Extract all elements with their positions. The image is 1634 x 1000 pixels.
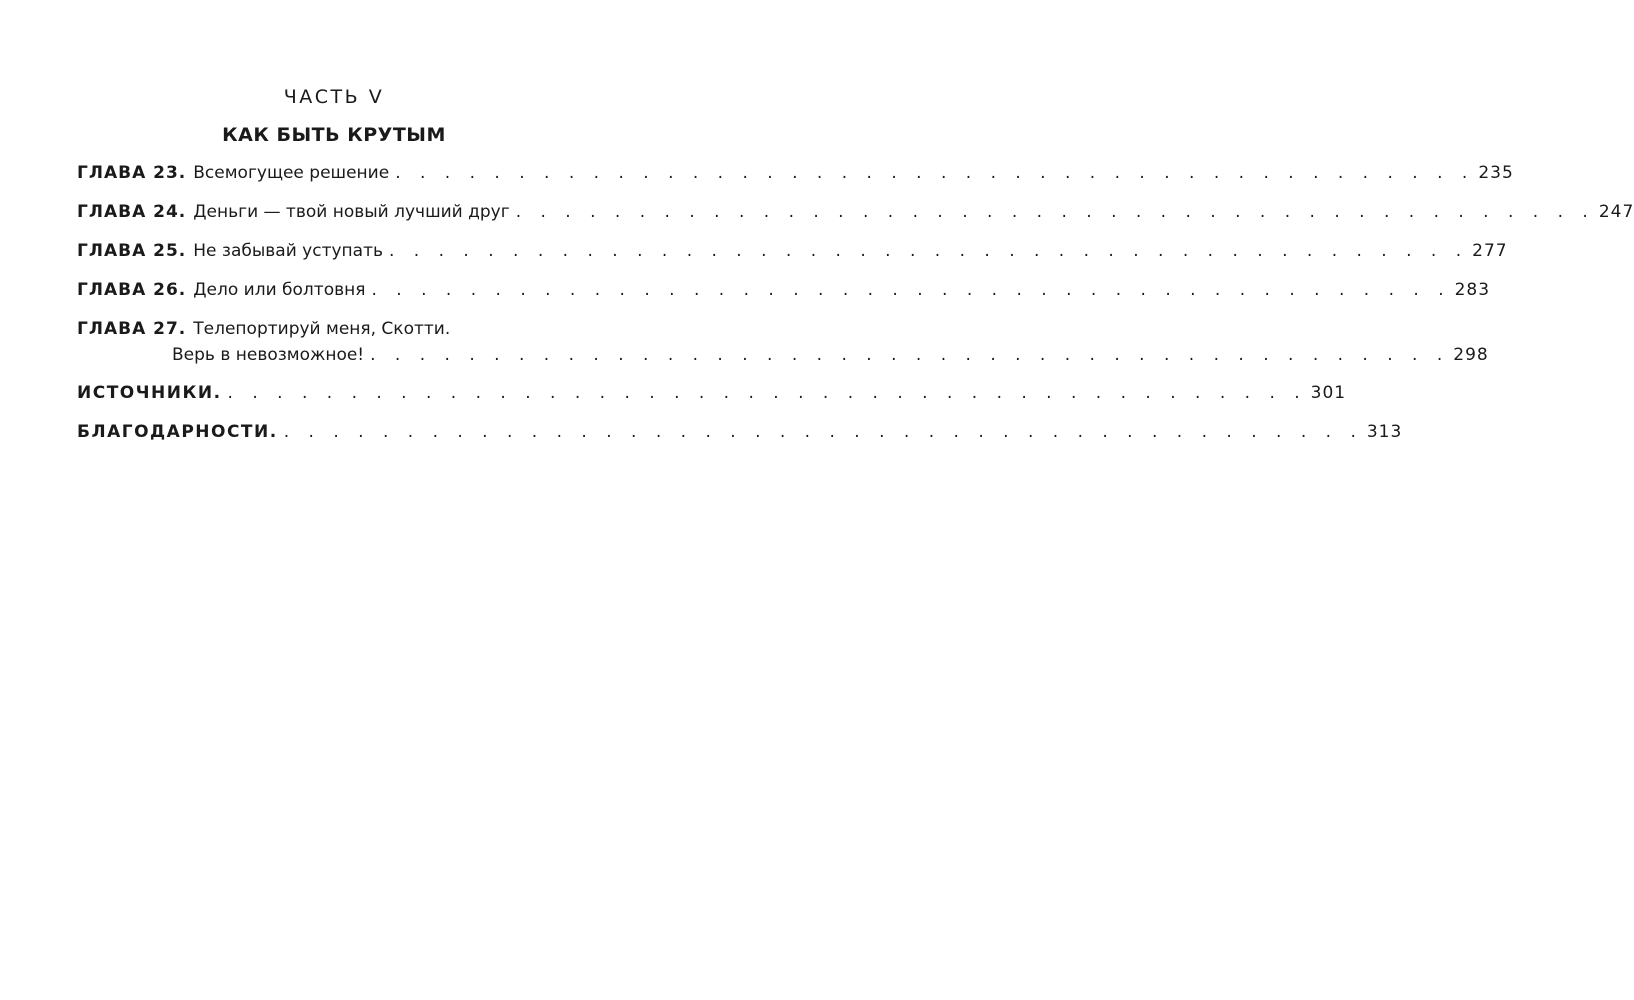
leader-dots: . . . . . . . . . . . . . . . . . . . . . . . . . . . . . . . . . . . . . . . . . . . .: [283, 422, 1363, 442]
toc-entry-chapter-24[interactable]: [77, 199, 1634, 225]
page-number: 277: [1472, 241, 1508, 261]
chapter-title: Деньги — твой новый лучший друг: [193, 202, 510, 222]
page-number: 298: [1453, 345, 1489, 365]
leader-dots: . . . . . . . . . . . . . . . . . . . . . . . . . . . . . . . . . . . . . . . . . . . .: [227, 383, 1307, 403]
toc-entry-chapter-25[interactable]: [77, 238, 1508, 264]
toc-entry-sources[interactable]: [77, 380, 1347, 406]
chapter-title: Всемогущее решение: [193, 163, 390, 183]
chapter-title: Телепортируй меня, Скотти.: [193, 319, 451, 339]
section-label: БЛАГОДАРНОСТИ.: [77, 422, 278, 442]
toc-entry-chapter-23[interactable]: [77, 160, 1514, 186]
chapter-label: ГЛАВА 27.: [77, 319, 187, 339]
chapter-title: Не забывай уступать: [193, 241, 383, 261]
chapter-label: ГЛАВА 23.: [77, 163, 187, 183]
chapter-title-continued: Верь в невозможное!: [172, 345, 365, 365]
part-label: ЧАСТЬ V: [283, 86, 385, 108]
part-title: КАК БЫТЬ КРУТЫМ: [222, 124, 446, 146]
chapter-label: ГЛАВА 26.: [77, 280, 187, 300]
leader-dots: . . . . . . . . . . . . . . . . . . . . . . . . . . . . . . . . . . . . . . . . . . . .: [370, 345, 1450, 365]
chapter-title: Дело или болтовня: [193, 280, 366, 300]
toc-entry-chapter-26[interactable]: [77, 277, 1491, 303]
leader-dots: . . . . . . . . . . . . . . . . . . . . . . . . . . . . . . . . . . . . . . . . . . . .: [395, 163, 1475, 183]
chapter-label: ГЛАВА 24.: [77, 202, 187, 222]
leader-dots: . . . . . . . . . . . . . . . . . . . . . . . . . . . . . . . . . . . . . . . . . . . .: [371, 280, 1451, 300]
page-number: 235: [1478, 163, 1514, 183]
leader-dots: . . . . . . . . . . . . . . . . . . . . . . . . . . . . . . . . . . . . . . . . . . . .: [389, 241, 1469, 261]
table-of-contents: [77, 160, 1634, 445]
toc-entry-chapter-27[interactable]: [77, 316, 1489, 368]
toc-entry-acknowledgements[interactable]: [77, 419, 1403, 445]
page-number: 247: [1598, 202, 1634, 222]
page-number: 313: [1366, 422, 1403, 442]
section-label: ИСТОЧНИКИ.: [77, 383, 222, 403]
page-number: 283: [1454, 280, 1491, 300]
page-number: 301: [1310, 383, 1347, 403]
leader-dots: . . . . . . . . . . . . . . . . . . . . . . . . . . . . . . . . . . . . . . . . . . . .: [515, 202, 1595, 222]
chapter-label: ГЛАВА 25.: [77, 241, 187, 261]
